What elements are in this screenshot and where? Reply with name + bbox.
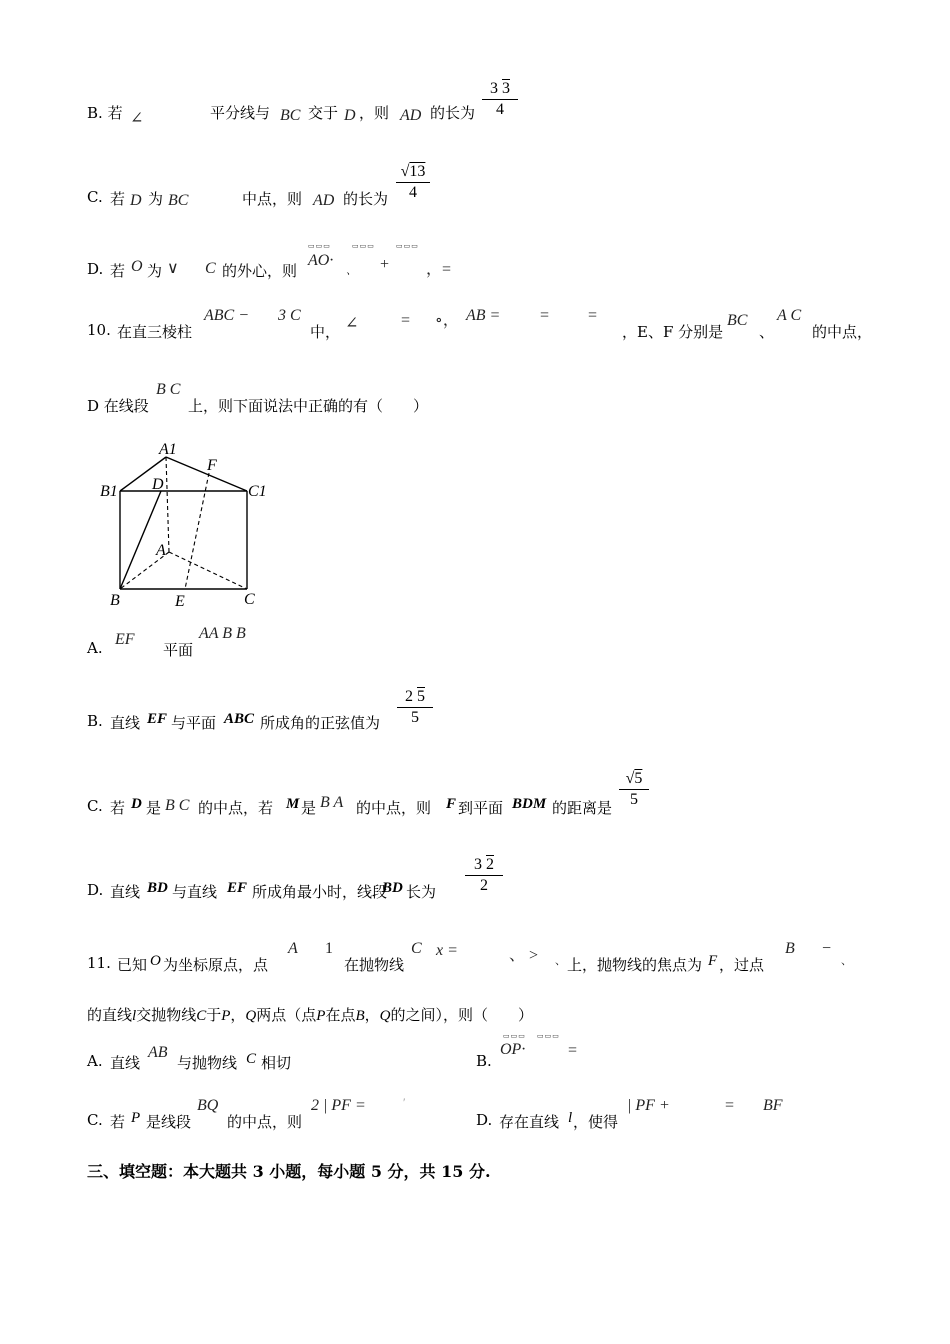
- q10-b-label: B.: [87, 712, 103, 730]
- q11-c-tail: ′: [403, 1095, 406, 1109]
- q11-d-text2: ，使得: [573, 1113, 619, 1131]
- q10-c-text2: 是: [146, 799, 162, 817]
- q9-d-vec-mark1: ▭▭▭: [308, 242, 331, 250]
- q11-c-p: P: [131, 1110, 141, 1126]
- q11-sep: 、: [555, 955, 566, 967]
- q11-f: F: [708, 953, 718, 969]
- q11-a-c: C: [246, 1051, 257, 1067]
- q9-c-label: C.: [87, 188, 103, 206]
- q10-b-text1: 直线: [110, 714, 141, 732]
- q11-b-minus: −: [822, 940, 832, 957]
- q10-b-ef: EF: [147, 711, 168, 727]
- q9-c-text4: 的长为: [343, 190, 389, 208]
- q10-a-ef: EF: [115, 631, 135, 648]
- q9-d-sep: 、: [346, 265, 357, 277]
- q10-degree: ∘，: [435, 312, 459, 329]
- q9-d-c: C: [205, 260, 216, 277]
- q11-d-bf: BF: [763, 1097, 783, 1114]
- label-a1: A1: [159, 441, 177, 458]
- q10-a-text: 平面: [163, 641, 194, 659]
- q11-c-text2: 是线段: [146, 1113, 192, 1131]
- q11-a-coord: 1: [325, 940, 333, 957]
- q9-c-text3: 中点，则: [242, 190, 303, 208]
- edge-a1-a: [166, 457, 169, 552]
- q9-b-text2: 交于: [308, 104, 339, 122]
- q10-c-f: F: [446, 796, 457, 812]
- q10-d-bd2: BD: [382, 880, 403, 896]
- q11-b: B: [785, 940, 795, 957]
- label-e: E: [175, 593, 185, 610]
- q9-d-o: O: [131, 258, 143, 275]
- section-3-title: 三、填空题：本大题共 3 小题，每小题 5 分，共 15 分.: [87, 1162, 491, 1181]
- q9-b-ad: AD: [400, 107, 422, 124]
- q9-c-fraction: √13 4: [396, 163, 430, 202]
- q9-b-line: B. 若: [87, 104, 123, 122]
- q11-number: 11.: [87, 954, 111, 972]
- q9-d-vec-mark3: ▭▭▭: [396, 242, 419, 250]
- q11-parabola-cond: 、 >: [509, 947, 539, 964]
- q10-b-fraction: 2 5 5: [397, 688, 433, 727]
- q10-ab-eq: AB =: [466, 307, 501, 324]
- q9-b-angle: ∠: [130, 110, 144, 127]
- q9-d-triangle: ∨: [167, 260, 179, 277]
- q10-text4: 、: [759, 323, 775, 341]
- q10-c-text1: 若: [110, 799, 126, 817]
- q9-d-eq: ，=: [426, 261, 452, 278]
- q9-b-text3: ，则: [359, 104, 390, 122]
- q9-c-bc: BC: [168, 192, 189, 209]
- q11-b-sep: 、: [841, 955, 852, 967]
- edge-a-c: [169, 552, 247, 589]
- q10-line2-bc: B C: [156, 381, 181, 398]
- q10-prism-figure: [95, 437, 275, 612]
- q10-eq3: =: [588, 307, 598, 324]
- q10-c-bdm: BDM: [512, 796, 547, 812]
- q11-c-label: C.: [87, 1111, 103, 1129]
- q11-c: C: [411, 940, 422, 957]
- q9-b-fraction: 3 3 4: [482, 80, 518, 119]
- q11-a-text3: 相切: [261, 1054, 292, 1072]
- q10-c-label: C.: [87, 797, 103, 815]
- q10-c-d: D: [131, 796, 142, 812]
- q9-d-label: D.: [87, 260, 104, 278]
- q10-line2-text1: D 在线段: [87, 397, 149, 415]
- q10-c-b1a1: B A: [320, 794, 344, 811]
- q11-d-eq: =: [725, 1097, 735, 1114]
- q10-c-text7: 的距离是: [552, 799, 613, 817]
- q11-c-bq: BQ: [197, 1097, 219, 1114]
- q9-b-text: 平分线与: [210, 104, 271, 122]
- q11-a-text2: 与抛物线: [177, 1054, 238, 1072]
- q11-o: O: [150, 953, 161, 969]
- q10-ac: A C: [777, 307, 802, 324]
- q9-d-ao: AO·: [308, 252, 334, 269]
- q10-text2: 中，: [310, 323, 341, 341]
- q11-a-text1: 直线: [110, 1054, 141, 1072]
- q10-prism-name: ABC −: [204, 307, 250, 324]
- q10-number: 10.: [87, 321, 111, 339]
- q10-b-text2: 与平面: [171, 714, 217, 732]
- q11-b-op: OP·: [500, 1041, 526, 1058]
- q11-c-text3: 的中点，则: [227, 1113, 303, 1131]
- q11-a-ab: AB: [148, 1044, 168, 1061]
- q11-b-eq: =: [568, 1042, 578, 1059]
- q10-b-abc: ABC: [224, 711, 255, 727]
- label-f: F: [207, 457, 217, 474]
- q10-d-bd: BD: [147, 880, 168, 896]
- q11-text2: 为坐标原点，点: [163, 956, 269, 974]
- q9-c-text2: 为: [148, 190, 164, 208]
- q10-d-fraction: 3 2 2: [465, 856, 503, 895]
- segment-b-d: [120, 491, 161, 589]
- q11-d-label: D.: [476, 1111, 493, 1129]
- q10-eq2: =: [540, 307, 550, 324]
- label-a: A: [156, 542, 166, 559]
- q11-b-label: B.: [476, 1052, 492, 1070]
- q9-d-text: 若: [110, 262, 126, 280]
- q10-line2-text2: 上，则下面说法中正确的有（ ）: [188, 397, 429, 415]
- q10-c-fraction: √5 5: [619, 770, 649, 809]
- q10-d-label: D.: [87, 881, 104, 899]
- q10-a-plane: AA B B: [199, 625, 246, 642]
- q9-d-text3: 的外心，则: [222, 262, 298, 280]
- q10-bc: BC: [727, 312, 748, 329]
- q11-b-vec-mark2: ▭▭▭: [537, 1032, 560, 1040]
- q10-c-text3: 的中点，若: [198, 799, 274, 817]
- label-b1: B1: [100, 483, 118, 500]
- q11-b-vec-mark1: ▭▭▭: [503, 1032, 526, 1040]
- q10-text5: 的中点，: [812, 323, 873, 341]
- q10-d-text3: 所成角最小时，线段: [252, 883, 388, 901]
- label-c: C: [244, 591, 255, 608]
- q11-d-l: l: [568, 1110, 573, 1126]
- q10-d-ef: EF: [227, 880, 248, 896]
- q9-b-bc: BC: [280, 107, 301, 124]
- q9-c-d: D: [130, 192, 142, 209]
- q11-d-text1: 存在直线: [499, 1113, 560, 1131]
- q9-d-plus: +: [380, 256, 390, 273]
- q10-a-label: A.: [87, 639, 103, 657]
- q11-c-text1: 若: [110, 1113, 126, 1131]
- q11-parabola-eq: x =: [436, 942, 458, 959]
- label-b: B: [110, 592, 120, 609]
- q11-text4: 上，抛物线的焦点为: [567, 956, 703, 974]
- q11-d-pf: | PF +: [627, 1097, 670, 1114]
- label-d: D: [152, 476, 164, 493]
- q11-text3: 在抛物线: [344, 956, 405, 974]
- q9-c-text: 若: [110, 190, 126, 208]
- q10-c-b1c1: B C: [165, 797, 190, 814]
- q11-text5: ，过点: [719, 956, 765, 974]
- q9-d-text2: 为: [147, 262, 163, 280]
- q10-c-text6: 到平面: [458, 799, 504, 817]
- q9-c-ad: AD: [313, 192, 335, 209]
- q11-line2: 的直线l交抛物线C于P，Q两点（点P在点B，Q的之间），则（ ）: [87, 1006, 534, 1024]
- q11-text1: 已知: [117, 956, 148, 974]
- q10-c-m: M: [286, 796, 300, 812]
- q10-text1: 在直三棱柱: [117, 323, 193, 341]
- label-c1: C1: [248, 483, 267, 500]
- q9-b-text4: 的长为: [430, 104, 476, 122]
- q10-c-text4: 是: [301, 799, 317, 817]
- q11-c-eq: 2 | PF =: [311, 1097, 366, 1114]
- q10-text3: ，E、F 分别是: [622, 323, 724, 341]
- q10-prism-name2: 3 C: [278, 307, 301, 324]
- q10-d-text2: 与直线: [172, 883, 218, 901]
- q10-eq1: =: [401, 312, 411, 329]
- q10-d-text1: 直线: [110, 883, 141, 901]
- q11-a-label: A.: [87, 1052, 103, 1070]
- q10-c-text5: 的中点，则: [356, 799, 432, 817]
- q11-a: A: [288, 940, 298, 957]
- q10-d-text4: 长为: [406, 883, 437, 901]
- q9-b-d: D: [344, 107, 356, 124]
- q10-angle: ∠: [345, 315, 359, 332]
- q10-b-text3: 所成角的正弦值为: [260, 714, 381, 732]
- q9-d-vec-mark2: ▭▭▭: [352, 242, 375, 250]
